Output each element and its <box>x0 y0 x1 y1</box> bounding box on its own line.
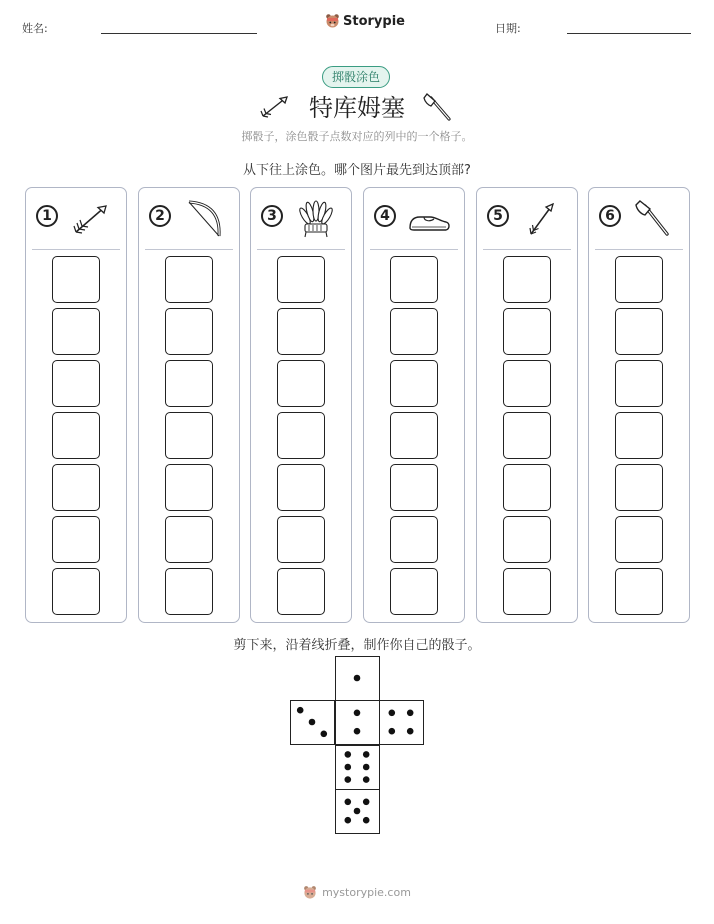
bear-logo-icon <box>303 885 317 900</box>
column-number: 4 <box>374 205 396 227</box>
arrow-icon <box>519 198 565 238</box>
column-5 <box>476 187 578 623</box>
dice-pip <box>363 776 370 783</box>
coloring-cell[interactable] <box>165 412 213 459</box>
coloring-cell[interactable] <box>277 412 325 459</box>
coloring-cell[interactable] <box>277 516 325 563</box>
dice-face <box>335 789 380 834</box>
coloring-cell[interactable] <box>277 360 325 407</box>
dice-pip <box>321 731 328 738</box>
coloring-cell[interactable] <box>503 464 551 511</box>
coloring-cell[interactable] <box>277 308 325 355</box>
coloring-cell[interactable] <box>503 568 551 615</box>
coloring-cell[interactable] <box>165 360 213 407</box>
dice-pip <box>354 675 361 682</box>
date-line <box>567 33 691 34</box>
dice-pip <box>354 808 361 815</box>
coloring-cell[interactable] <box>390 360 438 407</box>
dice-pip <box>389 710 396 717</box>
date-label: 日期: <box>495 22 521 35</box>
dice-pip <box>389 728 396 735</box>
coloring-cell[interactable] <box>503 360 551 407</box>
coloring-cell[interactable] <box>390 516 438 563</box>
coloring-cell[interactable] <box>615 516 663 563</box>
column-number: 1 <box>36 205 58 227</box>
footer-url: mystorypie.com <box>322 886 411 899</box>
coloring-cell[interactable] <box>165 568 213 615</box>
coloring-cell[interactable] <box>615 412 663 459</box>
coloring-cell[interactable] <box>52 308 100 355</box>
coloring-cell[interactable] <box>52 464 100 511</box>
coloring-cell[interactable] <box>615 308 663 355</box>
dice-pip <box>345 817 352 824</box>
column-6 <box>588 187 690 623</box>
column-number: 3 <box>261 205 283 227</box>
coloring-cell[interactable] <box>503 516 551 563</box>
dice-pip <box>363 751 370 758</box>
coloring-cell[interactable] <box>165 308 213 355</box>
coloring-cell[interactable] <box>615 256 663 303</box>
coloring-cell[interactable] <box>52 516 100 563</box>
subtitle: 掷骰子，涂色骰子点数对应的列中的一个格子。 <box>241 130 473 143</box>
dice-face <box>290 700 335 745</box>
dice-pip <box>407 728 414 735</box>
coloring-cell[interactable] <box>503 256 551 303</box>
column-divider <box>483 249 571 250</box>
dice-pip <box>407 710 414 717</box>
coloring-cell[interactable] <box>277 464 325 511</box>
dice-pip <box>363 817 370 824</box>
coloring-cell[interactable] <box>277 256 325 303</box>
column-1 <box>25 187 127 623</box>
dice-pip <box>345 799 352 806</box>
coloring-cell[interactable] <box>390 256 438 303</box>
name-line <box>101 33 257 34</box>
coloring-cell[interactable] <box>165 516 213 563</box>
column-divider <box>32 249 120 250</box>
footer <box>0 885 714 900</box>
coloring-cell[interactable] <box>52 412 100 459</box>
column-divider <box>145 249 233 250</box>
dice-pip <box>345 776 352 783</box>
instruction: 从下往上涂色。哪个图片最先到达顶部? <box>243 163 471 178</box>
dice-pip <box>297 707 304 714</box>
dice-pip <box>354 728 361 735</box>
dice-pip <box>363 764 370 771</box>
coloring-cell[interactable] <box>615 568 663 615</box>
coloring-cell[interactable] <box>277 568 325 615</box>
column-number: 6 <box>599 205 621 227</box>
axe-icon <box>631 198 677 238</box>
dice-face <box>335 656 380 701</box>
column-4 <box>363 187 465 623</box>
dice-instruction: 剪下来，沿着线折叠，制作你自己的骰子。 <box>233 638 481 653</box>
coloring-cell[interactable] <box>615 464 663 511</box>
coloring-cell[interactable] <box>390 568 438 615</box>
dice-pip <box>354 710 361 717</box>
coloring-cell[interactable] <box>165 464 213 511</box>
dice-face <box>335 745 380 790</box>
dice-pip <box>345 751 352 758</box>
column-2 <box>138 187 240 623</box>
coloring-cell[interactable] <box>390 412 438 459</box>
moccasin-icon <box>406 198 452 238</box>
coloring-cell[interactable] <box>165 256 213 303</box>
column-divider <box>595 249 683 250</box>
headdress-icon <box>293 198 339 238</box>
bear-logo-icon <box>325 13 340 29</box>
title-axe-icon <box>422 92 454 122</box>
dice-pip <box>345 764 352 771</box>
dice-face <box>379 700 424 745</box>
activity-badge: 掷骰涂色 <box>322 66 390 88</box>
column-divider <box>370 249 458 250</box>
coloring-cell[interactable] <box>52 256 100 303</box>
column-divider <box>257 249 345 250</box>
column-number: 5 <box>487 205 509 227</box>
coloring-cell[interactable] <box>503 308 551 355</box>
coloring-cell[interactable] <box>390 308 438 355</box>
column-number: 2 <box>149 205 171 227</box>
coloring-cell[interactable] <box>390 464 438 511</box>
coloring-cell[interactable] <box>52 360 100 407</box>
dice-pip <box>309 719 316 726</box>
dice-face <box>335 700 380 745</box>
arrow-icon <box>68 198 114 238</box>
bow-icon <box>181 198 227 238</box>
coloring-cell[interactable] <box>503 412 551 459</box>
column-3 <box>250 187 352 623</box>
brand-logo <box>325 13 405 29</box>
page-title: 特库姆塞 <box>309 94 405 122</box>
brand-name: Storypie <box>343 13 405 29</box>
name-label: 姓名: <box>22 22 48 35</box>
dice-pip <box>363 799 370 806</box>
coloring-cell[interactable] <box>52 568 100 615</box>
coloring-cell[interactable] <box>615 360 663 407</box>
